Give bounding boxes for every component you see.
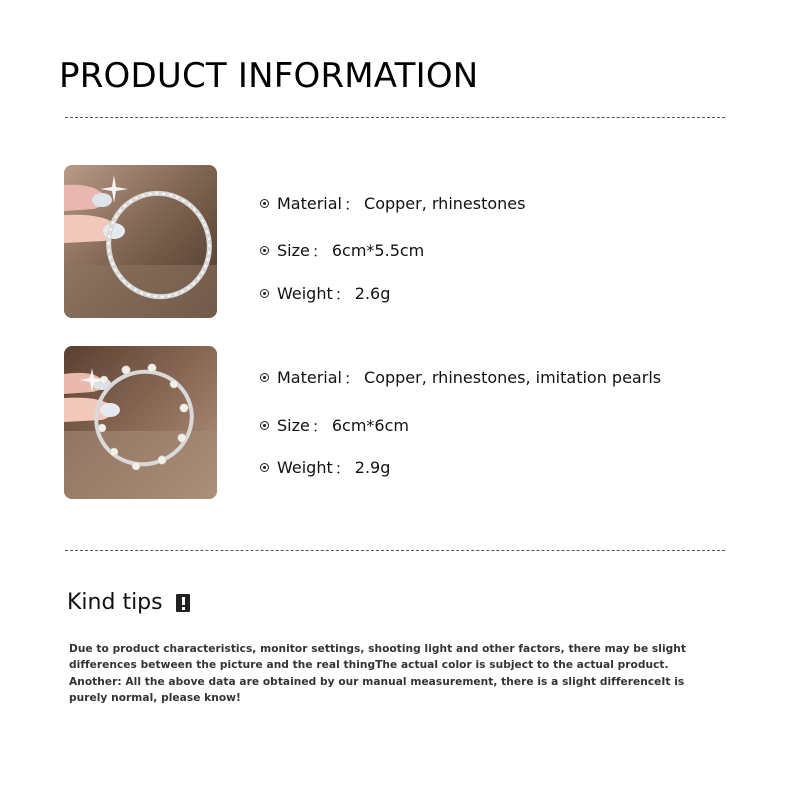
weight-label: Weight [277, 458, 333, 477]
spec-separator: ： [334, 459, 351, 478]
weight-label: Weight [277, 284, 333, 303]
spec-separator: ： [344, 369, 361, 388]
size-value: 6cm*6cm [331, 416, 409, 435]
tips-line: differences between the picture and the real thingThe actual color is subject to the actual product. [69, 659, 669, 672]
tips-line: Another: All the above data are obtained by our manual measurement, there is a slight differenceIt is [69, 675, 685, 688]
product-card-2 [64, 346, 744, 500]
size-spec [260, 239, 424, 262]
material-value: Copper, rhinestones [364, 194, 526, 213]
size-value: 6cm*5.5cm [331, 241, 425, 260]
bullet-icon [260, 199, 269, 208]
bottom-divider [65, 550, 725, 551]
spec-separator: ： [334, 285, 351, 304]
product-photo-2 [64, 346, 217, 499]
bullet-icon [260, 373, 269, 382]
bullet-icon [260, 421, 269, 430]
tips-text [69, 641, 686, 706]
bullet-icon [260, 289, 269, 298]
bullet-icon [260, 463, 269, 472]
page-title: PRODUCT INFORMATION [59, 56, 479, 96]
material-spec [260, 192, 525, 215]
weight-spec [260, 282, 390, 305]
spec-separator: ： [344, 195, 361, 214]
tips-line: purely normal, please know! [69, 691, 241, 704]
material-label: Material [277, 194, 342, 213]
weight-spec [260, 456, 390, 479]
size-label: Size [277, 241, 310, 260]
size-label: Size [277, 416, 310, 435]
size-spec [260, 414, 409, 437]
spec-separator: ： [311, 417, 328, 436]
spec-separator: ： [311, 242, 328, 261]
product-photo-1 [64, 165, 217, 318]
weight-value: 2.9g [354, 458, 391, 477]
material-spec [260, 366, 661, 389]
tips-line: Due to product characteristics, monitor settings, shooting light and other factors, there may be slight [69, 643, 686, 655]
product-card-1 [64, 165, 744, 319]
material-label: Material [277, 368, 342, 387]
top-divider [65, 117, 725, 118]
material-value: Copper, rhinestones, imitation pearls [364, 368, 662, 387]
tips-heading-label: Kind tips [67, 590, 163, 615]
weight-value: 2.6g [354, 284, 391, 303]
exclamation-icon [176, 594, 190, 612]
tips-heading [67, 590, 190, 615]
bullet-icon [260, 246, 269, 255]
